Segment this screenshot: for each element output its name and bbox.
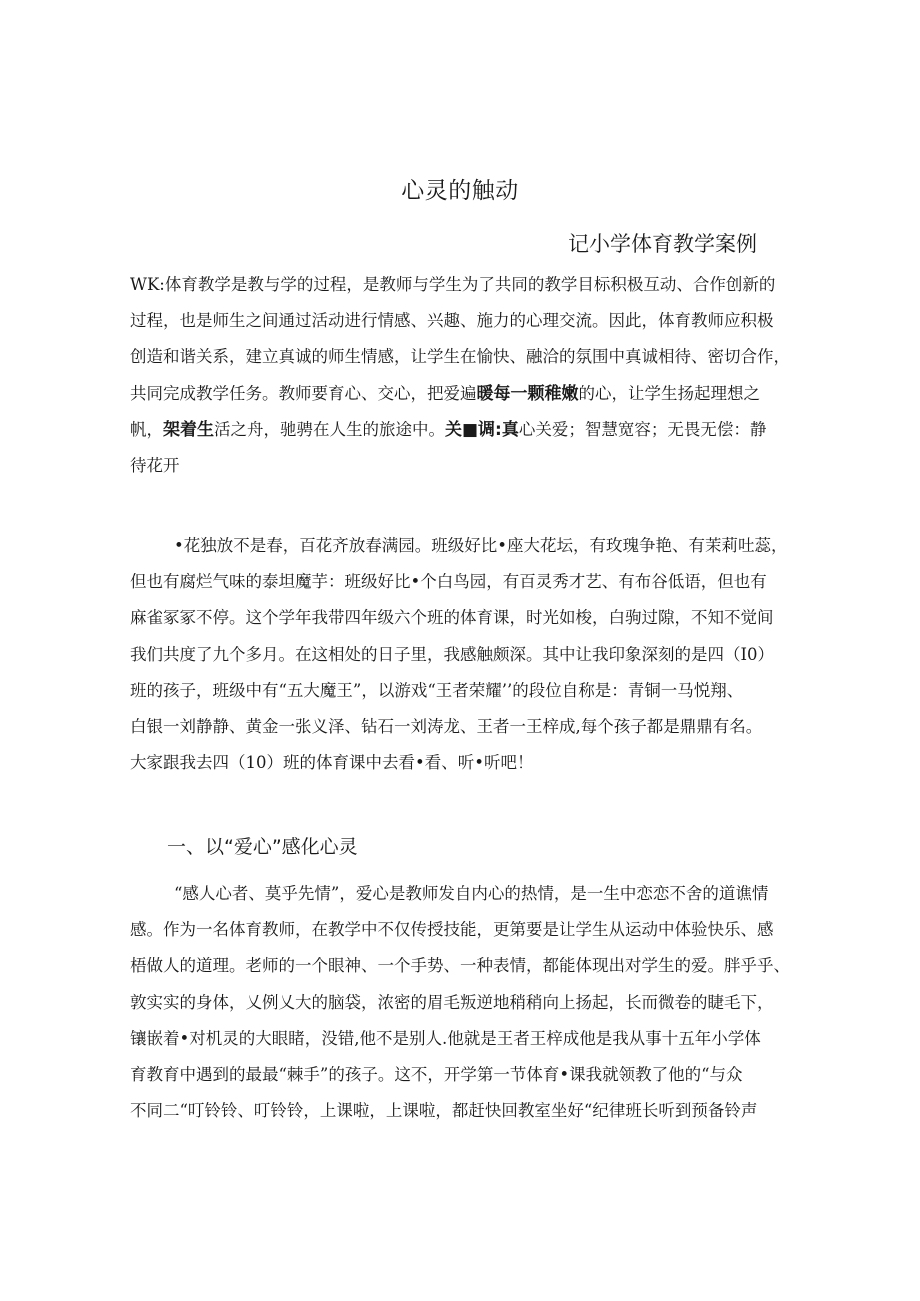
paragraph-line: 麻雀冢冢不停。这个学年我带四年级六个班的体育课，时光如梭，白驹过隙，不知不觉间 xyxy=(130,608,774,628)
abstract-block xyxy=(130,267,796,484)
section-heading-1: 一、以“爱心”感化心灵 xyxy=(167,836,358,858)
text-fragment: 待花开 xyxy=(130,455,180,475)
text-fragment: 创造和谐关系，建立真诚的师生情感，让学生在愉快、融洽的氛围中真诚相待、密切合作， xyxy=(130,347,790,367)
paragraph-line: 大家跟我去四（10）班的体育课中去看•看、听•听吧！ xyxy=(130,753,534,773)
paragraph-1 xyxy=(130,528,796,781)
bold-text-fragment: 暖每一颗稚嫩 xyxy=(476,383,579,404)
paragraph-line: 我们共度了九个多月。在这相处的日子里，我感触颇深。其中让我印象深刻的是四（I0） xyxy=(130,644,775,664)
text-fragment: 过程，也是师生之间通过活动进行情感、兴趣、施力的心理交流。因此，体育教师应积极 xyxy=(130,311,774,331)
paragraph-line: 不同二“叮铃铃、叮铃铃，上课啦，上课啦，都赶快回教室坐好“纪律班长听到预备铃声 xyxy=(130,1101,758,1121)
paragraph-line: •花独放不是春，百花齐放春满园。班级好比•座大花坛，有玫瑰争艳、有茉莉吐蕊， xyxy=(174,536,788,555)
abstract-line xyxy=(130,448,796,484)
paragraph-line: 但也有腐烂气味的泰坦魔芋：班级好比•个白鸟园，有百灵秀才艺、有布谷低语，但也有 xyxy=(130,572,767,592)
bold-text-fragment: 架着生 xyxy=(163,419,214,440)
abstract-line xyxy=(130,376,796,412)
text-fragment: 心关爱；智慧宽容；无畏无偿：静 xyxy=(518,419,767,439)
abstract-line xyxy=(130,267,796,303)
abstract-line xyxy=(130,339,796,375)
paragraph-line: 白银一刘静静、黄金一张义泽、钻石一刘涛龙、王者一王梓成,每个孩子都是鼎鼎有名。 xyxy=(130,716,763,736)
document-subtitle: 记小学体育教学案例 xyxy=(568,232,757,256)
text-fragment: 帆， xyxy=(130,419,163,439)
paragraph-line: 镶嵌着•对机灵的大眼睹，没错,他不是别人.他就是王者王梓成他是我从事十五年小学体 xyxy=(130,1028,761,1048)
text-fragment: 活之舟，驰骋在人生的旅途中。 xyxy=(214,419,445,439)
abstract-line xyxy=(130,303,796,339)
paragraph-line: 感。作为一名体育教师，在教学中不仅传授技能，更第要是让学生从运动中体验快乐、感 xyxy=(130,920,774,940)
text-fragment: 共同完成教学任务。教师要育心、交心，把爱遍 xyxy=(130,383,477,403)
document-title: 心灵的触动 xyxy=(401,178,519,204)
paragraph-line: 梧做人的道理。老师的一个眼神、一个手势、一种表情，都能体现出对学生的爱。胖乎乎、 xyxy=(130,956,790,976)
text-fragment: 的心，让学生扬起理想之 xyxy=(578,383,760,403)
abstract-line xyxy=(130,412,796,448)
paragraph-line: 班的孩子，班级中有“五大魔王”，以游戏“王者荣耀’’的段位自称是：青铜一马悦翔、 xyxy=(130,680,744,700)
paragraph-line: “感人心者、莫乎先情”，爱心是教师发自内心的热情，是一生中恋恋不舍的道谯情 xyxy=(174,884,769,903)
text-fragment: WK:体育教学是教与学的过程，是教师与学生为了共同的教学目标积极互动、合作创新的 xyxy=(130,275,776,294)
paragraph-2 xyxy=(130,876,796,1129)
paragraph-line: 敦实实的身体，乂例乂大的脑袋，浓密的眉毛叛逆地稍稍向上扬起，长而微卷的睫毛下， xyxy=(130,992,774,1012)
paragraph-line: 育教育中遇到的最最“棘手”的孩子。这不，开学第一节体育•课我就领教了他的“与众 xyxy=(130,1064,743,1084)
bold-text-fragment: 关■调:真 xyxy=(445,419,519,440)
